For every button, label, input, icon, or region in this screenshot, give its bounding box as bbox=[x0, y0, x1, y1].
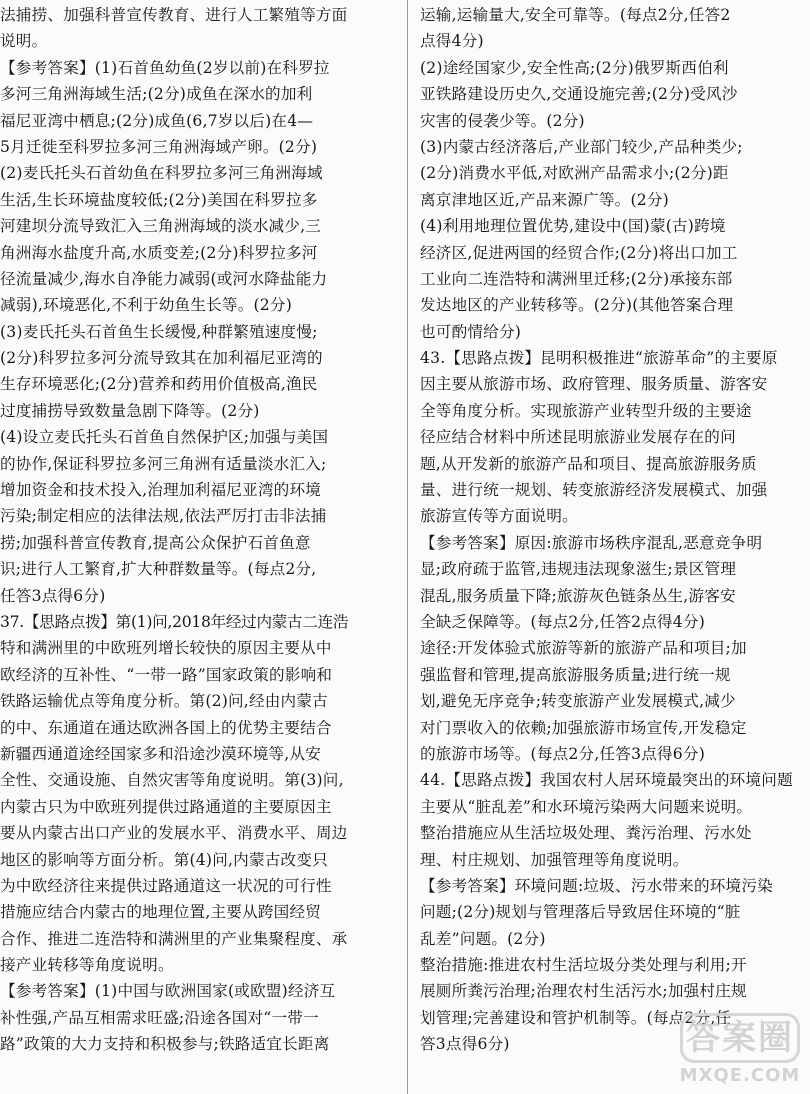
right-column-line: 整治措施应从生活垃圾处理、粪污治理、污水处 bbox=[420, 824, 752, 843]
right-column bbox=[420, 2, 808, 1058]
right-column-line: 问题;(2分)规划与管理落后导致居住环境的“脏 bbox=[420, 903, 741, 922]
left-column-line: 减弱),环境恶化,不利于幼鱼生长等。(2分) bbox=[0, 296, 292, 315]
right-column-line: 整治措施:推进农村生活垃圾分类处理与利用;开 bbox=[420, 956, 747, 975]
right-column-line: (3)内蒙古经济落后,产业部门较少,产品种类少; bbox=[420, 137, 743, 156]
left-column-line: (2分)科罗拉多河分流导致其在加利福尼亚湾的 bbox=[0, 349, 323, 368]
left-column-line: 欧经济的互补性、“一带一路”国家政策的影响和 bbox=[0, 665, 333, 684]
right-column-line: 因主要从旅游市场、政府管理、服务质量、游客安 bbox=[420, 375, 768, 394]
left-column-line: 特和满洲里的中欧班列增长较快的原因主要从中 bbox=[0, 639, 332, 658]
right-column-line: 径应结合材料中所述昆明旅游业发展存在的问 bbox=[420, 428, 736, 447]
right-column-line: 显;政府疏于监管,违规违法现象滋生;景区管理 bbox=[420, 560, 737, 579]
left-column-line: (4)设立麦氏托头石首鱼自然保护区;加强与美国 bbox=[0, 428, 329, 447]
left-column-line: 的中、东通道在通达欧洲各国上的优势主要结合 bbox=[0, 718, 332, 737]
column-divider bbox=[407, 0, 408, 1094]
right-column-line: 全缺乏保障等。(每点2分,任答2点得4分) bbox=[420, 612, 705, 631]
left-column-line: 地区的影响等方面分析。第(4)问,内蒙古改变只 bbox=[0, 850, 328, 869]
left-column-line: 【参考答案】(1)石首鱼幼鱼(2岁以前)在科罗拉 bbox=[0, 58, 330, 77]
right-column-line: 量、进行统一规划、转变旅游经济发展模式、加强 bbox=[420, 481, 768, 500]
right-column-line: 亚铁路建设历史久,交通设施完善;(2分)受风沙 bbox=[420, 85, 738, 104]
left-column-line: 新疆西通道途经国家多和沿途沙漠环境等,从安 bbox=[0, 744, 322, 763]
left-column-line: 过度捕捞导致数量急剧下降等。(2分) bbox=[0, 401, 260, 420]
left-column-line: 合作、推进二连浩特和满洲里的产业集聚程度、承 bbox=[0, 929, 348, 948]
left-column-line: 措施应结合内蒙古的地理位置,主要从跨国经贸 bbox=[0, 903, 322, 922]
left-column-line: 福尼亚湾中栖息;(2分)成鱼(6,7岁以后)在4— bbox=[0, 111, 314, 130]
right-column-line: (2)途经国家少,安全性高;(2分)俄罗斯西伯利 bbox=[420, 58, 729, 77]
right-column-line: 离京津地区近,产品来源广等。(2分) bbox=[420, 190, 669, 209]
right-column-line: 的旅游市场等。(每点2分,任答3点得6分) bbox=[420, 744, 705, 763]
right-column-line: 混乱,服务质量下降;旅游灰色链条丛生,游客安 bbox=[420, 586, 736, 605]
right-column-line: 43.【思路点拨】昆明积极推进“旅游革命”的主要原 bbox=[420, 349, 778, 368]
right-column-line: 划,避免无序竞争;转变旅游产业发展模式,减少 bbox=[420, 692, 736, 711]
right-column-line: 强监督和管理,提高旅游服务质量;进行统一规 bbox=[420, 665, 731, 684]
right-column-line: 也可酌情给分) bbox=[420, 322, 522, 341]
left-column-line: 【参考答案】(1)中国与欧洲国家(或欧盟)经济互 bbox=[0, 982, 336, 1001]
left-column-line: 补性强,产品互相需求旺盛;沿途各国对“一带一 bbox=[0, 1008, 319, 1027]
left-column-line: 的协作,保证科罗拉多河三角洲有适量淡水汇入; bbox=[0, 454, 327, 473]
left-column-line: (2)麦氏托头石首幼鱼在科罗拉多河三角洲海域 bbox=[0, 164, 323, 183]
left-column-line: 5月迁徙至科罗拉多河三角洲海域产卵。(2分) bbox=[0, 137, 318, 156]
left-column-line: 接产业转移等角度说明。 bbox=[0, 956, 174, 975]
left-column-line: 任答3点得6分) bbox=[0, 586, 106, 605]
left-column-line: 角洲海水盐度升高,水质变差;(2分)科罗拉多河 bbox=[0, 243, 318, 262]
right-column-line: 划管理;完善建设和管护机制等。(每点2分,任 bbox=[420, 1008, 732, 1027]
left-column-line: 增加资金和技术投入,治理加利福尼亚湾的环境 bbox=[0, 481, 322, 500]
watermark-logo bbox=[672, 1013, 808, 1091]
left-column-line: 铁路运输优点等角度分析。第(2)问,经由内蒙古 bbox=[0, 692, 328, 711]
right-column-line: 44.【思路点拨】我国农村人居环境最突出的环境问题 bbox=[420, 771, 793, 790]
left-column-line: 内蒙古只为中欧班列提供过路通道的主要原因主 bbox=[0, 797, 332, 816]
left-column-line: 37.【思路点拨】第(1)问,2018年经过内蒙古二连浩 bbox=[0, 612, 349, 631]
left-column-line: 生存环境恶化;(2分)营养和药用价值极高,渔民 bbox=[0, 375, 318, 394]
left-column-line: (3)麦氏托头石首鱼生长缓慢,种群繁殖速度慢; bbox=[0, 322, 318, 341]
right-column-line: (2分)消费水平低,对欧洲产品需求小;(2分)距 bbox=[420, 164, 729, 183]
watermark-logo-text: 答案圈 bbox=[680, 1013, 800, 1063]
right-column-line: 运输,运输量大,安全可靠等。(每点2分,任答2 bbox=[420, 6, 731, 24]
left-column bbox=[0, 2, 394, 1058]
right-column-line: 题,从开发新的旅游产品和项目、提高旅游服务质 bbox=[420, 454, 757, 473]
right-column-line: 经济区,促进两国的经贸合作;(2分)将出口加工 bbox=[420, 243, 738, 262]
right-column-line: 灾害的侵袭少等。(2分) bbox=[420, 111, 585, 130]
left-column-line: 河建坝分流导致汇入三角洲海域的淡水减少,三 bbox=[0, 217, 322, 236]
left-column-line: 说明。 bbox=[0, 32, 48, 51]
left-column-line: 路”政策的大力支持和积极参与;铁路适宜长距离 bbox=[0, 1035, 330, 1054]
right-column-line: 答3点得6分) bbox=[420, 1035, 510, 1054]
left-column-line: 污染;制定相应的法律法规,依法严厉打击非法捕 bbox=[0, 507, 327, 526]
right-column-line: 旅游宣传等方面说明。 bbox=[420, 507, 578, 526]
left-column-line: 为中欧经济往来提供过路通道这一状况的可行性 bbox=[0, 876, 332, 895]
left-column-line: 要从内蒙古出口产业的发展水平、消费水平、周边 bbox=[0, 824, 348, 843]
right-column-line: 理、村庄规划、加强管理等角度说明。 bbox=[420, 850, 689, 869]
left-column-line: 捞;加强科普宣传教育,提高公众保护石首鱼意 bbox=[0, 533, 311, 552]
right-column-line: 对门票收入的依赖;加强旅游市场宣传,开发稳定 bbox=[420, 718, 747, 737]
right-column-line: 主要从“脏乱差”和水环境污染两大问题来说明。 bbox=[420, 797, 753, 816]
right-column-line: 全等角度分析。实现旅游产业转型升级的主要途 bbox=[420, 401, 752, 420]
right-column-line: 发达地区的产业转移等。(2分)(其他答案合理 bbox=[420, 296, 734, 315]
right-column-line: 乱差”问题。(2分) bbox=[420, 929, 546, 948]
left-column-line: 径流量减少,海水自净能力减弱(或河水降盐能力 bbox=[0, 269, 328, 288]
right-column-line: 工业向二连浩特和满洲里迁移;(2分)承接东部 bbox=[420, 269, 733, 288]
left-column-line: 全性、交通设施、自然灾害等角度说明。第(3)问, bbox=[0, 771, 344, 790]
left-column-line: 生活,生长环境盐度较低;(2分)美国在科罗拉多 bbox=[0, 190, 318, 209]
watermark-url: MXQE.COM bbox=[679, 1065, 801, 1086]
right-column-line: 【参考答案】环境问题:垃圾、污水带来的环境污染 bbox=[420, 876, 773, 895]
right-column-line: 点得4分) bbox=[420, 32, 484, 51]
right-column-line: (4)利用地理位置优势,建设中(国)蒙(古)跨境 bbox=[420, 217, 726, 236]
right-column-line: 展厕所粪污治理;治理农村生活污水;加强村庄规 bbox=[420, 982, 747, 1001]
right-column-line: 【参考答案】原因:旅游市场秩序混乱,恶意竞争明 bbox=[420, 533, 763, 552]
left-column-line: 法捕捞、加强科普宣传教育、进行人工繁殖等方面 bbox=[0, 6, 348, 24]
left-column-line: 多河三角洲海域生活;(2分)成鱼在深水的加利 bbox=[0, 85, 313, 104]
left-column-line: 识;进行人工繁育,扩大种群数量等。(每点2分, bbox=[0, 560, 317, 579]
right-column-line: 途径:开发体验式旅游等新的旅游产品和项目;加 bbox=[420, 639, 747, 658]
